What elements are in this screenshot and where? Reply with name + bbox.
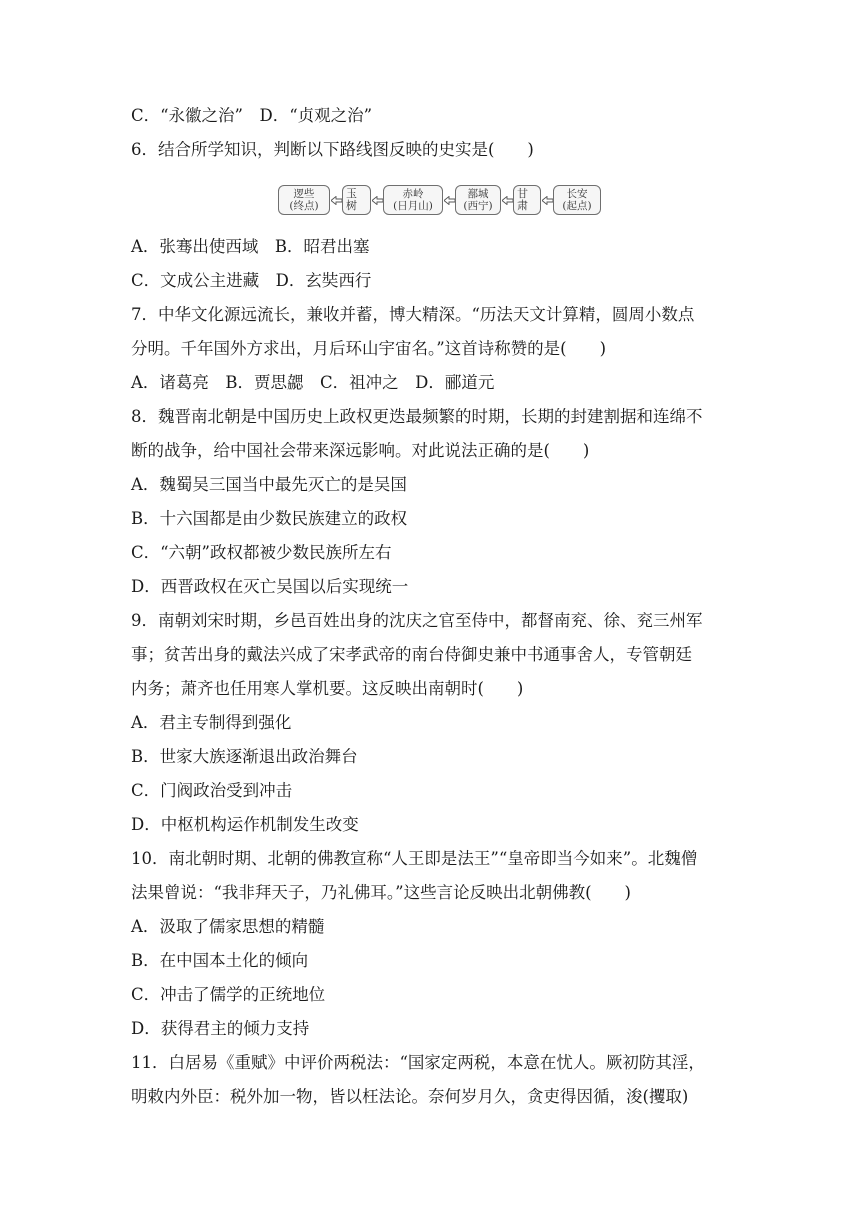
arrow-left-icon xyxy=(330,195,342,205)
text-line: 内务；萧齐也任用寒人掌机要。这反映出南朝时( ) xyxy=(131,679,524,698)
text-line: 法果曾说：“我非拜天子，乃礼佛耳。”这些言论反映出北朝佛教( ) xyxy=(131,883,631,902)
text-line: D．中枢机构运作机制发生改变 xyxy=(131,815,359,834)
arrow-left-icon xyxy=(541,195,553,205)
route-stop-changan xyxy=(553,185,601,215)
text-line: A．君主专制得到强化 xyxy=(131,713,292,732)
text-line: D．西晋政权在灭亡吴国以后实现统一 xyxy=(131,577,409,596)
arrow-left-icon xyxy=(501,195,513,205)
route-stop-note: (起点) xyxy=(562,200,592,212)
route-stop-yushu xyxy=(342,185,371,215)
route-stop-name: 长安 xyxy=(566,188,588,200)
text-line: 6．结合所学知识，判断以下路线图反映的史实是( ) xyxy=(131,140,534,159)
text-line: C．门阀政治受到冲击 xyxy=(131,781,293,800)
arrow-left-icon xyxy=(443,195,455,205)
route-stop-name: 玉树 xyxy=(346,187,357,212)
text-line: 11．白居易《重赋》中评价两税法：“国家定两税，本意在忧人。厥初防其淫， xyxy=(131,1053,705,1072)
text-line: B．世家大族逐渐退出政治舞台 xyxy=(131,747,358,766)
text-line: C．“永徽之治” D．“贞观之治” xyxy=(131,106,373,125)
text-line: C．“六朝”政权都被少数民族所左右 xyxy=(131,543,392,562)
text-line: D．获得君主的倾力支持 xyxy=(131,1019,310,1038)
route-stop-chiling xyxy=(383,185,443,215)
arrow-left-icon xyxy=(371,195,383,205)
text-line: C．文成公主进藏 D．玄奘西行 xyxy=(131,271,372,290)
route-stop-name: 逻些 xyxy=(293,188,315,200)
text-line: A．诸葛亮 B．贾思勰 C．祖冲之 D．郦道元 xyxy=(131,373,495,392)
text-line: A．汲取了儒家思想的精髓 xyxy=(131,917,325,936)
route-stop-note: (终点) xyxy=(289,200,319,212)
route-diagram xyxy=(278,183,601,217)
text-line: 明敕内外臣：税外加一物，皆以枉法论。奈何岁月久，贪吏得因循，浚(攫取) xyxy=(131,1087,689,1106)
text-line: A．魏蜀吴三国当中最先灭亡的是吴国 xyxy=(131,475,407,494)
route-stop-name: 赤岭 xyxy=(402,188,424,200)
route-stop-name: 鄯城 xyxy=(467,188,489,200)
text-line: 10．南北朝时期、北朝的佛教宣称“人王即是法王”“皇帝即当今如来”。北魏僧 xyxy=(131,849,698,868)
route-stop-name: 甘肃 xyxy=(517,187,528,212)
route-stop-shancheng xyxy=(455,185,501,215)
route-stop-gansu xyxy=(513,185,541,215)
text-line: C．冲击了儒学的正统地位 xyxy=(131,985,326,1004)
route-stop-note: (西宁) xyxy=(463,200,493,212)
text-line: 分明。千年国外方求出，月后环山宇宙名。”这首诗称赞的是( ) xyxy=(131,339,607,358)
route-stop-lhasa xyxy=(278,185,330,215)
text-line: 事；贫苦出身的戴法兴成了宋孝武帝的南台侍御史兼中书通事舍人，专管朝廷 xyxy=(131,645,692,664)
text-line: B．十六国都是由少数民族建立的政权 xyxy=(131,509,408,528)
text-line: 9．南朝刘宋时期，乡邑百姓出身的沈庆之官至侍中，都督南兖、徐、兖三州军 xyxy=(131,611,703,630)
text-line: B．在中国本土化的倾向 xyxy=(131,951,309,970)
text-line: 8．魏晋南北朝是中国历史上政权更迭最频繁的时期，长期的封建割据和连绵不 xyxy=(131,407,703,426)
text-line: 7．中华文化源远流长，兼收并蓄，博大精深。“历法天文计算精，圆周小数点 xyxy=(131,305,695,324)
route-stop-note: (日月山) xyxy=(393,200,433,212)
text-line: A．张骞出使西域 B．昭君出塞 xyxy=(131,237,370,256)
text-line: 断的战争，给中国社会带来深远影响。对此说法正确的是( ) xyxy=(131,441,590,460)
